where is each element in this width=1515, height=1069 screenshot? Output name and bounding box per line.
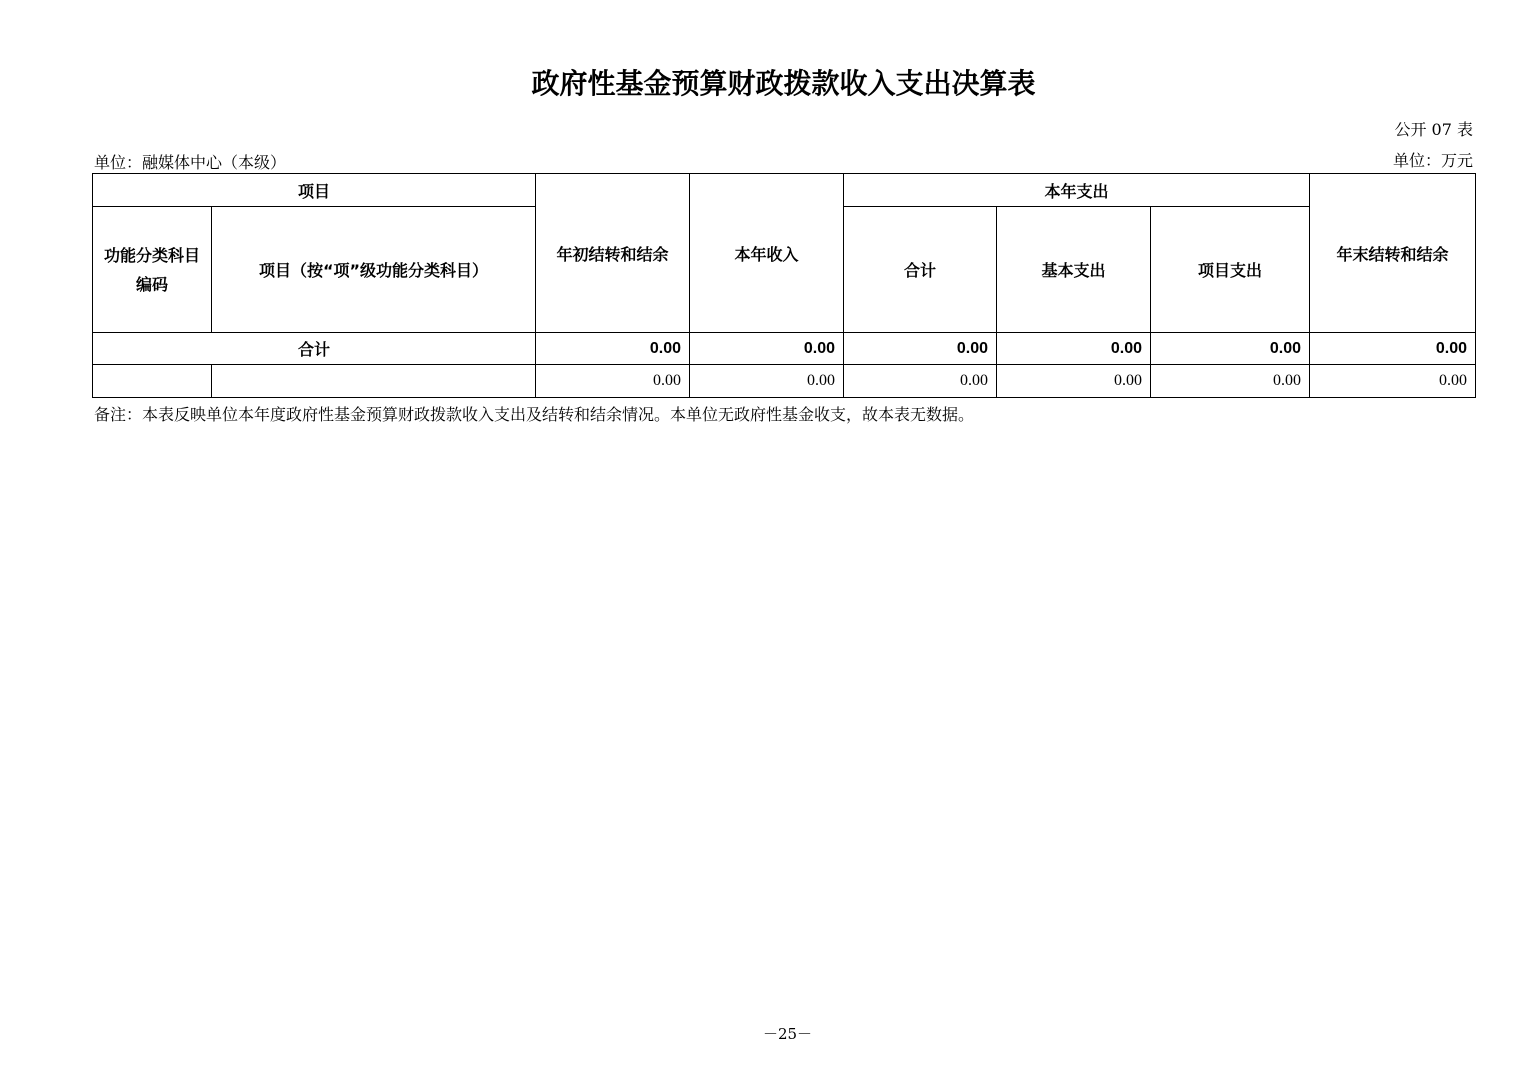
budget-table (92, 173, 1476, 398)
row-basic-expenditure: 0.00 (997, 365, 1151, 398)
page-number: －25－ (762, 1025, 813, 1043)
header-annual-income: 本年收入 (690, 174, 844, 333)
table-note: 备注：本表反映单位本年度政府性基金预算财政拨款收入支出及结转和结余情况。本单位无政府性基金收支，故本表无数据。 (94, 405, 975, 424)
header-basic-expenditure: 基本支出 (997, 207, 1151, 333)
row-project-name (212, 365, 536, 398)
total-row-label: 合计 (93, 333, 536, 365)
reporting-unit: 单位：融媒体中心（本级） (94, 153, 287, 172)
total-closing-balance: 0.00 (1310, 333, 1476, 365)
header-closing-balance: 年末结转和结余 (1310, 174, 1476, 333)
header-project: 项目 (93, 174, 536, 207)
header-project-expenditure: 项目支出 (1151, 207, 1310, 333)
header-opening-balance: 年初结转和结余 (536, 174, 690, 333)
total-basic-expenditure: 0.00 (997, 333, 1151, 365)
header-project-by-item: 项目（按“项”级功能分类科目） (212, 207, 536, 333)
table-row (93, 365, 1476, 398)
row-expenditure-total: 0.00 (844, 365, 997, 398)
row-project-expenditure: 0.00 (1151, 365, 1310, 398)
total-expenditure-total: 0.00 (844, 333, 997, 365)
total-opening-balance: 0.00 (536, 333, 690, 365)
table-row-total (93, 333, 1476, 365)
currency-unit: 单位：万元 (1392, 151, 1473, 170)
row-closing-balance: 0.00 (1310, 365, 1476, 398)
header-function-code: 功能分类科目编码 (93, 207, 212, 333)
row-function-code (93, 365, 212, 398)
row-opening-balance: 0.00 (536, 365, 690, 398)
header-expenditure-total: 合计 (844, 207, 997, 333)
header-annual-expenditure: 本年支出 (844, 174, 1310, 207)
total-project-expenditure: 0.00 (1151, 333, 1310, 365)
row-annual-income: 0.00 (690, 365, 844, 398)
total-annual-income: 0.00 (690, 333, 844, 365)
table-code: 公开 07 表 (1394, 120, 1473, 139)
page-title: 政府性基金预算财政拨款收入支出决算表 (531, 67, 1036, 100)
